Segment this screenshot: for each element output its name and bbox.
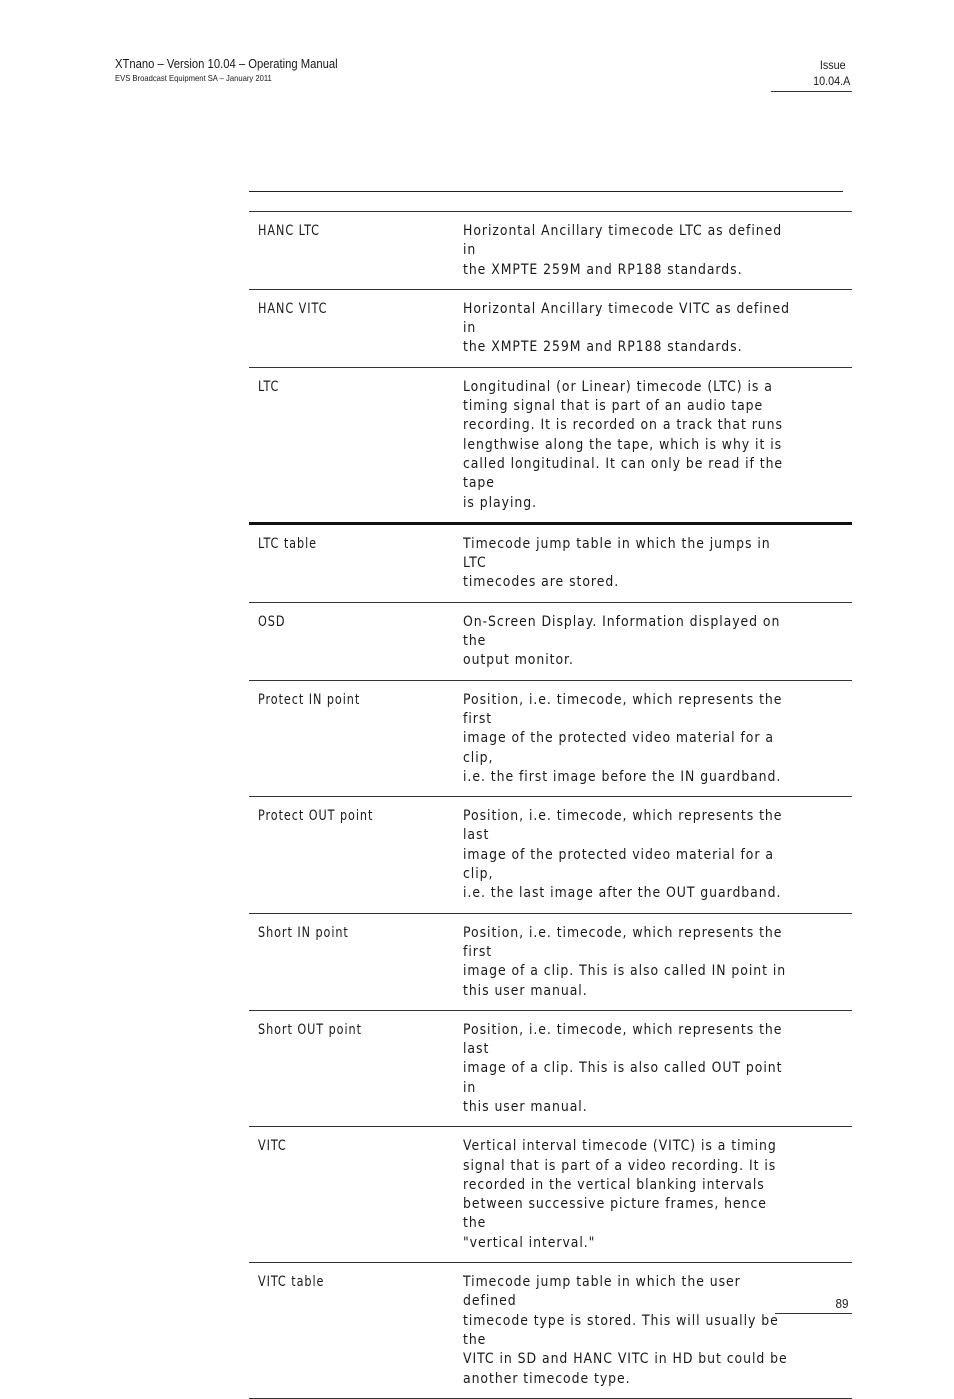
glossary-row — [249, 1011, 852, 1127]
issue-label: Issue — [820, 58, 846, 72]
footer-rule — [775, 1313, 852, 1314]
glossary-term: HANC LTC — [258, 223, 320, 239]
glossary-term: OSD — [258, 613, 286, 630]
section-top-rule — [249, 191, 843, 192]
glossary-definition: Horizontal Ancillary timecode LTC as defined in the XMPTE 259M and RP188 standards. — [463, 223, 783, 278]
glossary-definition: Position, i.e. timecode, which represents the last image of the protected video material for a clip, i.e. the last image after the OUT guardband. — [463, 808, 783, 902]
document-subtitle: EVS Broadcast Equipment SA – January 2011 — [115, 73, 272, 83]
glossary-definition: Longitudinal (or Linear) timecode (LTC) is a timing signal that is part of an audio tape recording. It is recorded on a track that runs lengthwise along the tape, which is why it is called longitudinal. It can only be read if the tape is playing. — [463, 378, 784, 511]
glossary-row — [249, 1263, 852, 1399]
issue-value: 10.04.A — [812, 74, 850, 88]
document-title: XTnano – Version 10.04 – Operating Manual — [115, 57, 338, 71]
glossary-definition: Timecode jump table in which the user defined timecode type is stored. This will usually be the VITC in SD and HANC VITC in HD but could be another timecode type. — [463, 1274, 788, 1387]
glossary-term: HANC VITC — [258, 300, 328, 317]
glossary-definition: Vertical interval timecode (VITC) is a timing signal that is part of a video recording. It is recorded in the vertical blanking intervals between successive picture frames, hence the "vertical interval." — [463, 1138, 777, 1251]
glossary-row — [249, 212, 852, 290]
glossary-term: VITC table — [258, 1274, 325, 1291]
glossary-table — [249, 211, 852, 1399]
glossary-row — [249, 1127, 852, 1263]
glossary-term: Protect IN point — [258, 691, 361, 708]
glossary-definition: On-Screen Display. Information displayed on the output monitor. — [463, 613, 781, 669]
glossary-term: Protect OUT point — [258, 808, 374, 825]
glossary-definition: Horizontal Ancillary timecode VITC as defined in the XMPTE 259M and RP188 standards. — [463, 300, 791, 356]
glossary-term: Short IN point — [258, 924, 349, 941]
glossary-definition: Position, i.e. timecode, which represents the first image of the protected video material for a clip, i.e. the first image before the IN guardband. — [463, 691, 783, 785]
glossary-row — [249, 603, 852, 681]
glossary-row — [249, 914, 852, 1011]
glossary-row — [249, 681, 852, 797]
glossary-term: Short OUT point — [258, 1021, 362, 1038]
glossary-definition: Timecode jump table in which the jumps in LTC timecodes are stored. — [463, 535, 771, 591]
header-rule — [771, 91, 852, 92]
glossary-term: LTC table — [258, 535, 317, 552]
glossary-row — [249, 368, 852, 525]
glossary-term: LTC — [258, 378, 280, 395]
glossary-definition: Position, i.e. timecode, which represents the last image of a clip. This is also called OUT point in this user manual. — [463, 1021, 783, 1115]
glossary-row — [249, 290, 852, 368]
glossary-row — [249, 525, 852, 603]
glossary-row — [249, 797, 852, 913]
glossary-term: VITC — [258, 1138, 287, 1155]
glossary-definition: Position, i.e. timecode, which represents the first image of a clip. This is also called IN point in this user manual. — [463, 924, 787, 999]
page-number: 89 — [834, 1296, 848, 1311]
